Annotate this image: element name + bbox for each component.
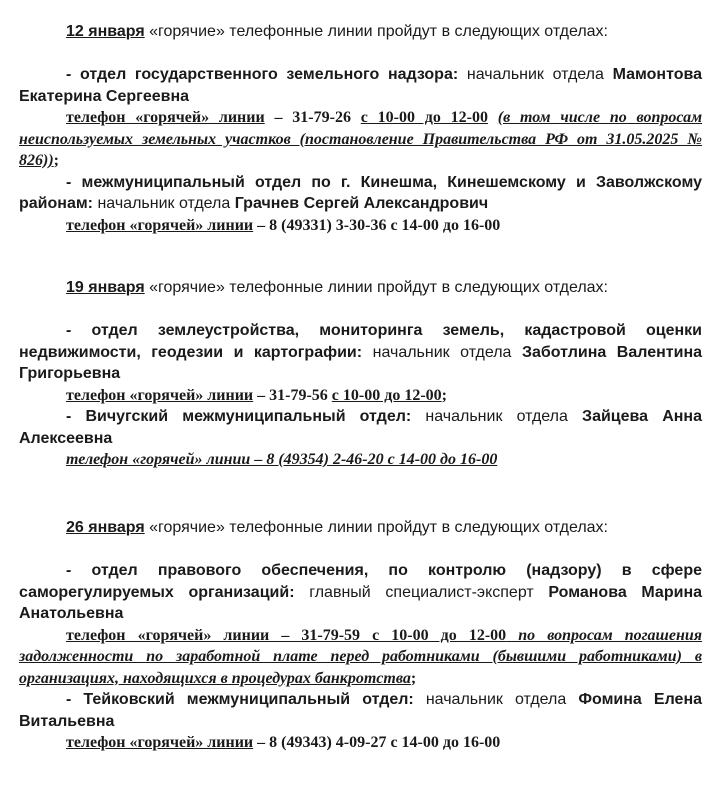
section-date: 12 января	[66, 23, 145, 40]
phone-time: с 10-00 до 12-00	[331, 386, 442, 404]
department-entry	[19, 320, 702, 385]
phone-details: телефон «горячей» линии – 31-79-59 с 10-00 до 12-00	[66, 626, 507, 644]
phone-label: телефон «горячей» линии	[66, 386, 254, 404]
section-heading	[19, 21, 702, 43]
department-name: - отдел государственного земельного надзора:	[66, 66, 459, 83]
phone-label: телефон «горячей» линии	[66, 734, 254, 751]
official-role: главный специалист-эксперт	[294, 583, 549, 601]
department-entry	[19, 64, 702, 107]
department-name: - Вичугский межмуниципальный отдел:	[66, 408, 412, 425]
department-entry	[19, 406, 702, 449]
official-role: начальник отдела	[411, 408, 583, 425]
official-role: начальник отдела	[362, 343, 522, 361]
department-entry	[19, 560, 702, 625]
phone-label: телефон «горячей» линии	[66, 216, 254, 234]
section-heading	[19, 517, 702, 539]
department-entry	[19, 172, 702, 215]
section-heading	[19, 277, 702, 299]
department-name: - отдел землеустройства, мониторинга земель, кадастровой оценки недвижимости, геодезии и картографии:	[19, 322, 702, 361]
official-role: начальник отдела	[458, 66, 613, 83]
phone-label: телефон «горячей» линии	[66, 109, 265, 126]
phone-note-end: ;	[410, 669, 417, 687]
official-name: Грачнев Сергей Александрович	[234, 195, 489, 212]
section-intro: «горячие» телефонные линии пройдут в следующих отделах:	[144, 279, 608, 296]
section-intro: «горячие» телефонные линии пройдут в следующих отделах:	[144, 23, 608, 40]
phone-note-end: ;	[441, 386, 447, 404]
hotline-phone	[19, 107, 702, 172]
phone-separator: –	[264, 109, 293, 126]
phone-number: 31-79-26	[292, 109, 351, 126]
phone-time: с 10-00 до 12-00	[360, 109, 488, 126]
section-intro: «горячие» телефонные линии пройдут в следующих отделах:	[144, 519, 608, 536]
department-entry	[19, 689, 702, 732]
official-role: начальник отдела	[413, 691, 579, 708]
phone-details: – 8 (49331) 3-30-36 с 14-00 до 16-00	[253, 216, 501, 234]
official-name: Мамонтова Екатерина Сергеевна	[19, 66, 702, 105]
official-name: Зайцева Анна Алексеевна	[19, 408, 702, 447]
phone-number: – 31-79-56	[253, 386, 332, 404]
official-role: начальник отдела	[93, 195, 235, 212]
hotline-phone	[19, 625, 702, 690]
hotline-phone	[19, 385, 702, 407]
official-name: Заботлина Валентина Григорьевна	[19, 343, 703, 382]
hotline-phone	[19, 732, 702, 754]
phone-note-end: ;	[53, 152, 59, 169]
section-19-january	[19, 277, 702, 471]
official-name: Романова Марина Анатольевна	[19, 583, 702, 622]
phone-note: по вопросам погашения задолженности по заработной плате перед работниками (бывшими работниками) в организациях, находящихся в процедурах банкротства	[19, 626, 703, 687]
department-name: - межмуниципальный отдел по г. Кинешма, Кинешемскому и Заволжскому районам:	[19, 173, 702, 212]
phone-details: – 8 (49343) 4-09-27 с 14-00 до 16-00	[253, 734, 501, 751]
hotline-phone	[19, 215, 702, 237]
official-name: Фомина Елена Витальевна	[19, 691, 703, 730]
section-12-january	[19, 21, 702, 236]
section-date: 26 января	[66, 519, 145, 536]
phone-details: телефон «горячей» линии – 8 (49354) 2-46-20 с 14-00 до 16-00	[66, 451, 498, 468]
hotline-phone	[19, 449, 702, 471]
phone-note: (в том числе по вопросам неиспользуемых земельных участков (постановление Правительства РФ от 31.05.2025 № 826))	[19, 109, 703, 169]
section-date: 19 января	[66, 279, 145, 296]
department-name: - Тейковский межмуниципальный отдел:	[66, 691, 414, 708]
section-26-january	[19, 517, 702, 754]
department-name: - отдел правового обеспечения, по контролю (надзору) в сфере саморегулируемых организаций:	[19, 562, 702, 601]
